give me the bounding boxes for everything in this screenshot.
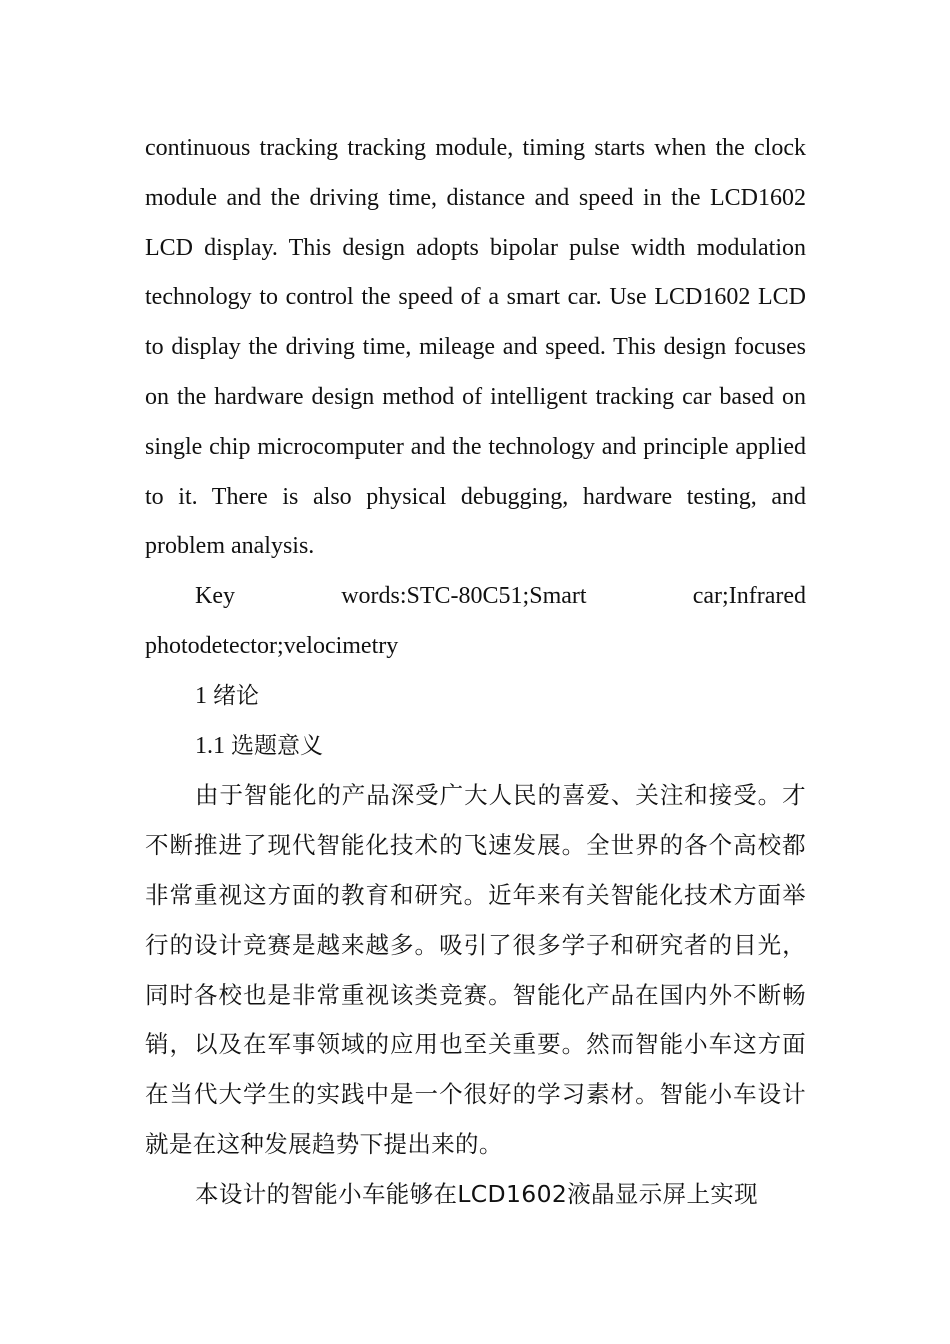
section-heading-1 — [145, 672, 806, 722]
document-page — [145, 124, 806, 1220]
keywords-line — [145, 572, 806, 672]
body-paragraph-2: 本设计的智能小车能够在LCD1602液晶显示屏上实现 — [195, 1179, 759, 1208]
section-1-1-title: 选题意义 — [231, 732, 323, 759]
keywords-label: Key words: — [195, 583, 407, 610]
keywords-terms: STC-80C51;Smart car;Infrared photodetector;velocimetry — [145, 583, 806, 659]
section-1-title: 绪论 — [213, 682, 259, 709]
section-heading-1-1 — [145, 722, 806, 772]
section-1-number: 1 — [195, 682, 207, 709]
body-paragraph-1: 由于智能化的产品深受广大人民的喜爱、关注和接受。才不断推进了现代智能化技术的飞速发展。全世界的各个高校都非常重视这方面的教育和研究。近年来有关智能化技术方面举行的设计竞赛是越来越多。吸引了很多学子和研究者的目光，同时各校也是非常重视该类竞赛。智能化产品在国内外不断畅销，以及在军事领域的应用也至关重要。然而智能小车这方面在当代大学生的实践中是一个很好的学习素材。智能小车设计就是在这种发展趋势下提出来的。 — [145, 781, 806, 1158]
abstract-paragraph: continuous tracking tracking module, timing starts when the clock module and the driving time, distance and speed in the LCD1602 LCD display. This design adopts bipolar pulse width modulation technology to control the speed of a smart car. Use LCD1602 LCD to display the driving time, mileage and speed. This design focuses on the hardware design method of intelligent tracking car based on single chip microcomputer and the technology and principle applied to it. There is also physical debugging, hardware testing, and problem analysis. — [145, 135, 806, 560]
section-1-1-number: 1.1 — [195, 732, 225, 759]
